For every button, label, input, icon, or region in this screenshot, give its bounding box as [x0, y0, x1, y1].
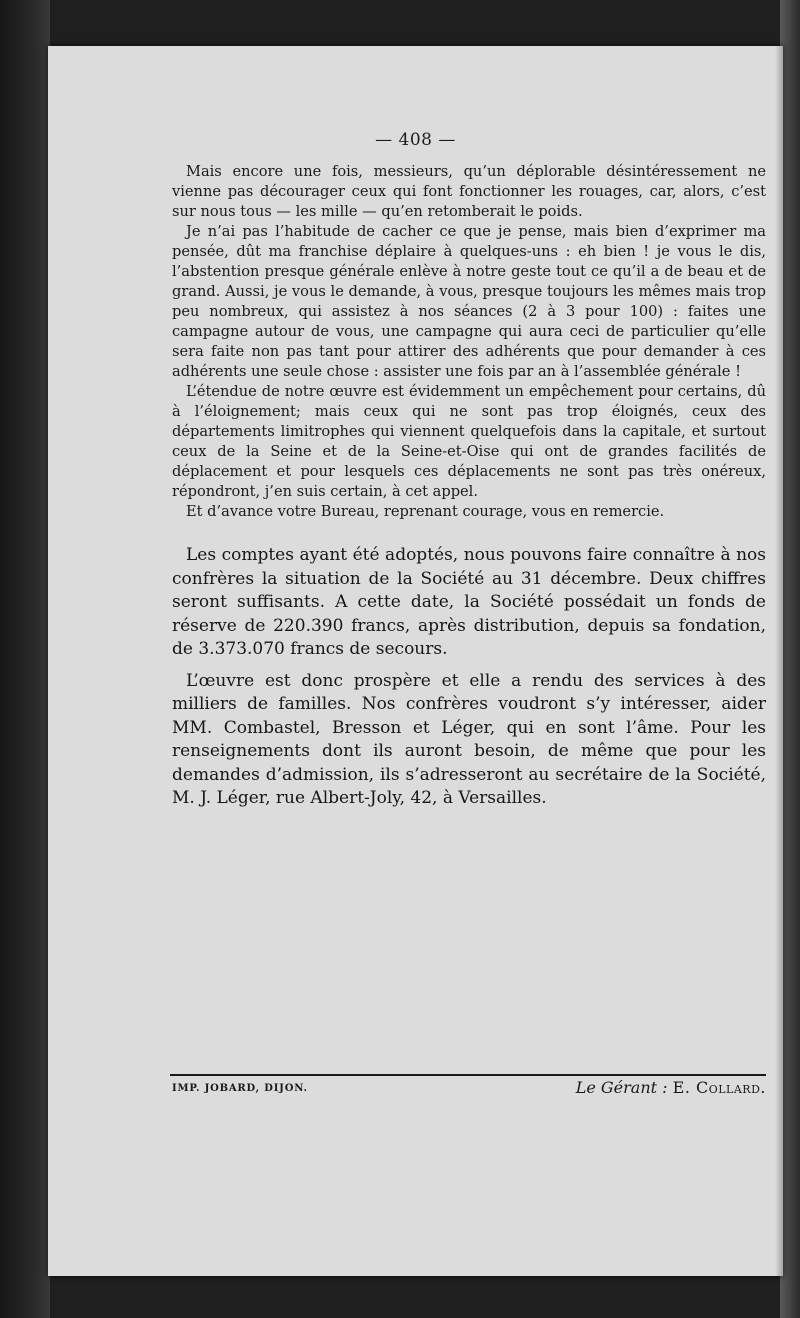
scan-background-left: [0, 0, 50, 1318]
paragraph: Les comptes ayant été adoptés, nous pouvons faire connaître à nos confrères la situation de la Société au 31 décembre. Deux chiffres seront suffisants. A cette date, la Société possédait un fonds de réserve de 220.390 francs, après distribution, depuis sa fondation, de 3.373.070 francs de secours.: [172, 545, 766, 659]
paragraph: L’œuvre est donc prospère et elle a rendu des services à des milliers de familles. Nos confrères voudront s’y intéresser, aider MM. Combastel, Bresson et Léger, qui en sont l’âme. Pour les renseignements dont ils auront besoin, de même que pour les demandes d’admission, ils s’adresseront au secrétaire de la Société, M. J. Léger, rue Albert-Joly, 42, à Versailles.: [172, 670, 766, 808]
page-number: — 408 —: [375, 130, 456, 150]
footer-divider: [170, 1074, 766, 1076]
paragraph: Mais encore une fois, messieurs, qu’un déplorable désintéressement ne vienne pas décourager ceux qui font fonctionner les rouages, car, alors, c’est sur nous tous — les mille — qu’en retomberait le poids.: [172, 163, 766, 220]
paragraph: L’étendue de notre œuvre est évidemment un empêchement pour certains, dû à l’éloignement; mais ceux qui ne sont pas trop éloignés, ceux des départements limitrophes qui viennent quelquefois dans la capitale, et surtout ceux de la Seine et de la Seine-et-Oise qui ont de grandes facilités de déplacement et pour lesquels ces déplacements ne sont pas très onéreux, répondront, j’en suis certain, à cet appel.: [172, 383, 766, 500]
manager-signature: [576, 1078, 766, 1097]
paragraph: Je n’ai pas l’habitude de cacher ce que je pense, mais bien d’exprimer ma pensée, dût ma franchise déplaire à quelques-uns : eh bien ! je vous le dis, l’abstention presque générale enlève à notre geste tout ce qu’il a de beau et de grand. Aussi, je vous le demande, à vous, presque toujours les mêmes mais trop peu nombreux, qui assistez à nos séances (2 à 3 pour 100) : faites une campagne autour de vous, une campagne qui aura ceci de particulier qu’elle sera faite non pas tant pour attirer des adhérents que pour demander à ces adhérents une seule chose : assister une fois par an à l’assemblée générale !: [172, 223, 766, 380]
manager-name: E. Collard.: [672, 1078, 766, 1097]
body-text-small: [172, 162, 766, 522]
manager-label: Le Gérant :: [575, 1078, 668, 1097]
paragraph: Et d’avance votre Bureau, reprenant courage, vous en remercie.: [186, 503, 665, 520]
body-text-large: [172, 544, 766, 819]
printer-imprint: IMP. JOBARD, DIJON.: [172, 1083, 308, 1094]
scan-background-right: [780, 0, 800, 1318]
document-page: [48, 46, 783, 1276]
